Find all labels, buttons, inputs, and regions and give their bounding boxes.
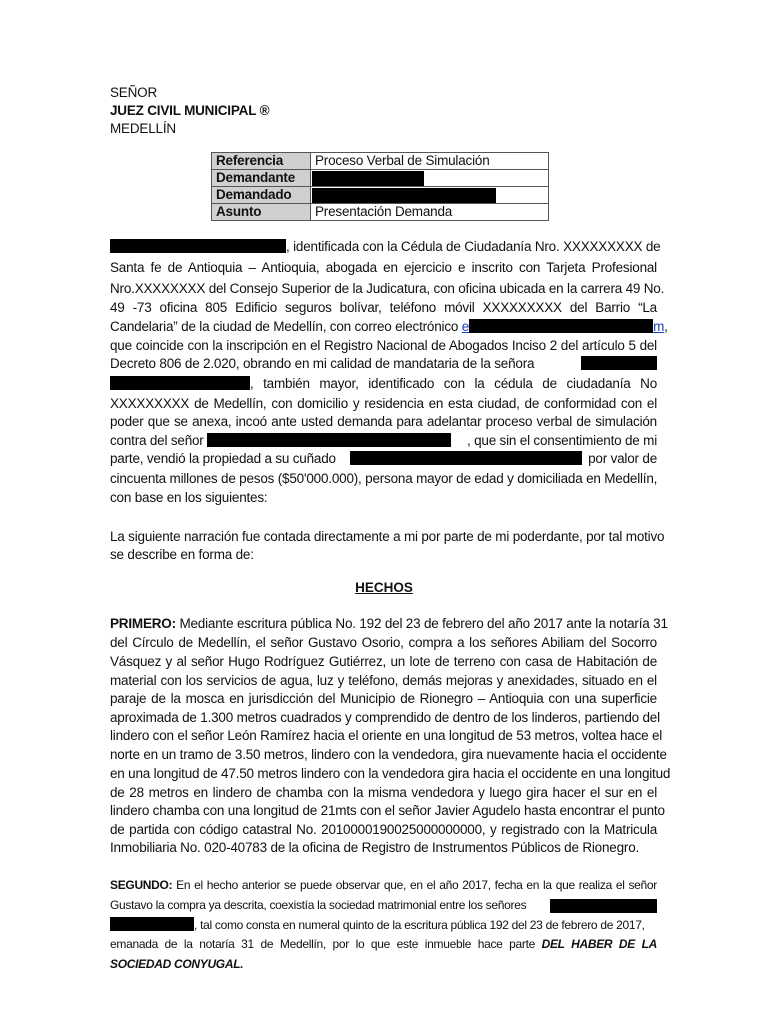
addressee-judge: JUEZ CIVIL MUNICIPAL ® bbox=[110, 103, 270, 118]
defendant-row bbox=[212, 187, 549, 204]
plaintiff-row bbox=[212, 170, 549, 187]
intro-line: 49 -73 oficina 805 Edificio seguros bolívar, teléfono móvil XXXXXXXXX del Barrio “La bbox=[110, 300, 657, 315]
narration-line: se describe en forma de: bbox=[110, 547, 254, 562]
plaintiff-label: Demandante bbox=[212, 170, 311, 187]
primero-line: PRIMERO: Mediante escritura pública No. 192 del 23 de febrero del año 2017 ante la notaría 31 bbox=[110, 616, 668, 631]
primero-line: aproximada de 1.300 metros cuadrados y comprendido de dentro de los linderos, partiendo del bbox=[110, 710, 660, 725]
addressee-city: MEDELLÍN bbox=[110, 121, 176, 136]
subject-label: Asunto bbox=[212, 204, 311, 221]
primero-line: de partida con código catastral No. 2010000190025000000000, y registrado con la Matricula bbox=[110, 822, 657, 837]
segundo-line: emanada de la notaría 31 de Medellín, por lo que este inmueble hace parte DEL HABER DE LA bbox=[110, 937, 657, 951]
intro-line: poder que se anexa, incoó ante usted demanda para adelantar proceso verbal de simulación bbox=[110, 414, 657, 429]
primero-line: paraje de la mosca en jurisdicción del Municipio de Rionegro – Antioquia con una superficie bbox=[110, 691, 657, 706]
redaction-bar bbox=[350, 451, 582, 465]
segundo-line: , tal como consta en numeral quinto de la escritura pública 192 del 23 de febrero de 2017, bbox=[110, 916, 657, 935]
subject-value: Presentación Demanda bbox=[311, 204, 549, 221]
primero-line: norte en un tramo de 3.50 metros, lindero con la vendedora, gira nuevamente hacia el occidente bbox=[110, 747, 667, 762]
plaintiff-value bbox=[311, 170, 549, 187]
intro-line: con base en los siguientes: bbox=[110, 490, 268, 505]
primero-line: Vásquez y al señor Hugo Rodríguez Gutiérrez, un lote de terreno con casa de Habitación de bbox=[110, 654, 657, 669]
redaction-bar bbox=[469, 319, 653, 333]
intro-line: que coincide con la inscripción en el Registro Nacional de Abogados Inciso 2 del artículo 5 del bbox=[110, 338, 657, 353]
intro-line: Santa fe de Antioquia – Antioquia, abogada en ejercicio e inscrito con Tarjeta Profesional bbox=[110, 260, 657, 275]
primero-line: Inmobiliaria No. 020-40783 de la oficina de Registro de Instrumentos Públicos de Rionegro. bbox=[110, 840, 640, 855]
primero-line: lindero con el señor León Ramírez hacia el oriente en una longitud de 53 metros, voltea hace el bbox=[110, 728, 663, 743]
email-link[interactable]: e m bbox=[461, 319, 665, 334]
intro-line: Candelaria” de la ciudad de Medellín, con correo electrónico e m, bbox=[110, 319, 668, 334]
intro-line: Nro.XXXXXXXX del Consejo Superior de la Judicatura, con oficina ubicada en la carrera 49 No. bbox=[110, 281, 665, 296]
reference-value: Proceso Verbal de Simulación bbox=[311, 153, 549, 170]
redaction-bar bbox=[110, 376, 250, 390]
intro-line: contra del señor , que sin el consentimiento de mi bbox=[110, 433, 657, 448]
redaction-bar bbox=[581, 356, 657, 370]
subject-row bbox=[212, 204, 549, 221]
redaction-bar bbox=[550, 899, 657, 913]
segundo-line: Gustavo la compra ya descrita, coexistía la sociedad matrimonial entre los señores bbox=[110, 896, 657, 915]
redaction-bar bbox=[312, 188, 496, 203]
intro-line: Decreto 806 de 2.020, obrando en mi calidad de mandataria de la señora bbox=[110, 354, 657, 373]
reference-row bbox=[212, 153, 549, 170]
reference-label: Referencia bbox=[212, 153, 311, 170]
primero-line: en una longitud de 47.50 metros lindero con la vendedora gira hacia el occidente en una longitud bbox=[110, 766, 671, 781]
intro-line: cincuenta millones de pesos ($50'000.000), persona mayor de edad y domiciliada en Medellín, bbox=[110, 471, 658, 486]
hechos-heading: HECHOS bbox=[355, 580, 413, 595]
defendant-value bbox=[311, 187, 549, 204]
primero-line: lindero chamba con una longitud de 21mts con el señor Javier Agudelo hasta encontrar el punto bbox=[110, 803, 665, 818]
primero-line: de 28 metros en lindero de chamba con la misma vendedora y luego gira hacer el sur en el bbox=[110, 785, 657, 800]
intro-line: , también mayor, identificado con la cédula de ciudadanía No bbox=[110, 374, 657, 393]
segundo-line: SEGUNDO: En el hecho anterior se puede observar que, en el año 2017, fecha en la que realiza el señor bbox=[110, 878, 657, 892]
intro-line: XXXXXXXXX de Medellín, con domicilio y residencia en esta ciudad, de conformidad con el bbox=[110, 396, 657, 411]
narration-line: La siguiente narración fue contada directamente a mi por parte de mi poderdante, por tal motivo bbox=[110, 529, 665, 544]
segundo-line: SOCIEDAD CONYUGAL. bbox=[110, 957, 244, 971]
redaction-bar bbox=[207, 433, 451, 447]
defendant-label: Demandado bbox=[212, 187, 311, 204]
redaction-bar bbox=[312, 171, 424, 186]
intro-line: parte, vendió la propiedad a su cuñado por valor de bbox=[110, 451, 657, 466]
primero-line: del Círculo de Medellín, el señor Gustavo Osorio, compra a los señores Abiliam del Socorro bbox=[110, 635, 657, 650]
addressee-title: SEÑOR bbox=[110, 85, 158, 100]
reference-table bbox=[211, 152, 549, 221]
redaction-bar bbox=[110, 239, 286, 253]
primero-line: material con los servicios de agua, luz y teléfono, demás mejoras y anexidades, situado en el bbox=[110, 673, 657, 688]
redaction-bar bbox=[110, 917, 194, 931]
intro-line: , identificada con la Cédula de Ciudadanía Nro. XXXXXXXXX de bbox=[110, 237, 657, 256]
